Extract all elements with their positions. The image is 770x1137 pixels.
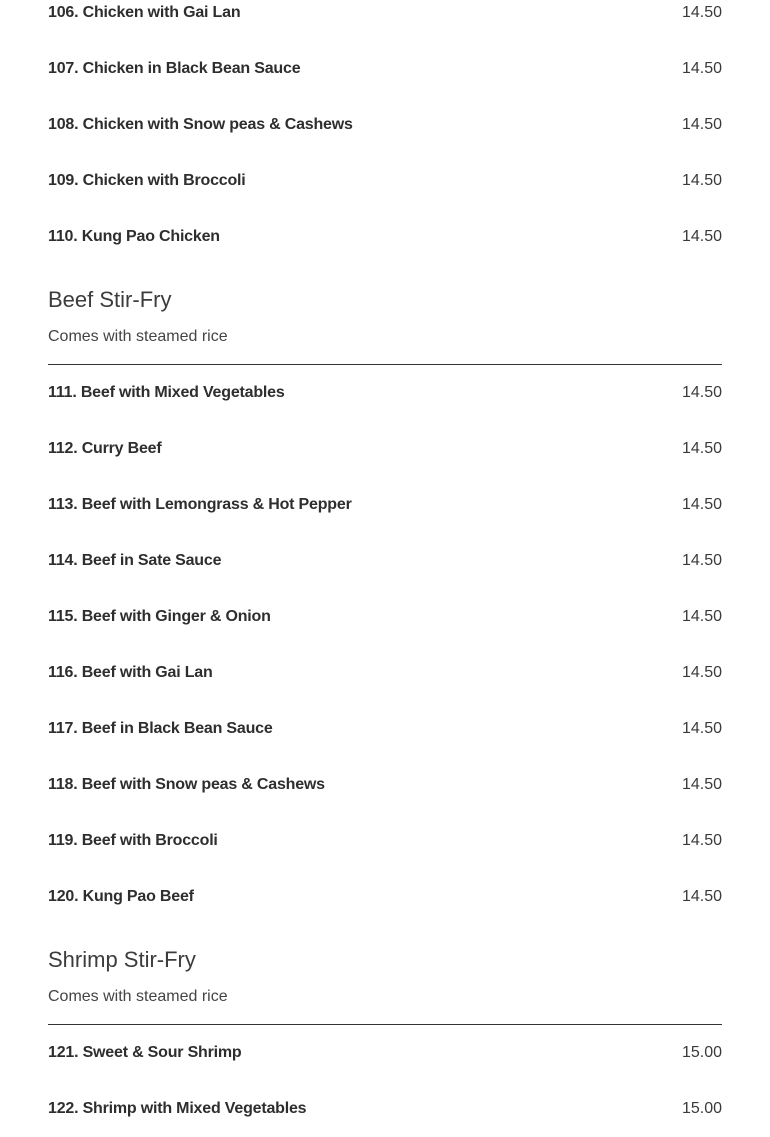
menu-item-price: 14.50 bbox=[681, 116, 722, 133]
menu-item-name: 106. Chicken with Gai Lan bbox=[48, 4, 241, 21]
menu-item-price: 14.50 bbox=[681, 552, 722, 569]
menu-item-price: 14.50 bbox=[681, 608, 722, 625]
menu-item-price: 14.50 bbox=[681, 384, 722, 401]
section-shrimp bbox=[48, 925, 722, 1025]
section-description: Comes with steamed rice bbox=[48, 328, 228, 345]
menu-item-name: 117. Beef in Black Bean Sauce bbox=[48, 720, 273, 737]
menu-item-name: 109. Chicken with Broccoli bbox=[48, 172, 246, 189]
menu-item-name: 116. Beef with Gai Lan bbox=[48, 664, 213, 681]
menu-item-price: 14.50 bbox=[681, 664, 722, 681]
menu-item bbox=[48, 41, 722, 97]
menu-item bbox=[48, 477, 722, 533]
menu-item-name: 113. Beef with Lemongrass & Hot Pepper bbox=[48, 496, 352, 513]
menu-item-name: 110. Kung Pao Chicken bbox=[48, 228, 220, 245]
menu-item-name: 114. Beef in Sate Sauce bbox=[48, 552, 222, 569]
section-description: Comes with steamed rice bbox=[48, 988, 228, 1005]
menu-item bbox=[48, 869, 722, 925]
menu-item-price: 15.00 bbox=[681, 1044, 722, 1061]
menu-item-name: 115. Beef with Ginger & Onion bbox=[48, 608, 271, 625]
section-beef bbox=[48, 265, 722, 365]
menu-item bbox=[48, 153, 722, 209]
section-title: Beef Stir-Fry bbox=[48, 287, 172, 312]
menu-item-name: 111. Beef with Mixed Vegetables bbox=[48, 384, 285, 401]
menu-item-price: 14.50 bbox=[681, 60, 722, 77]
menu-item-name: 108. Chicken with Snow peas & Cashews bbox=[48, 116, 353, 133]
menu-item bbox=[48, 813, 722, 869]
menu-item-price: 14.50 bbox=[681, 440, 722, 457]
menu-item-price: 14.50 bbox=[681, 720, 722, 737]
menu-item-price: 14.50 bbox=[681, 832, 722, 849]
menu-item bbox=[48, 645, 722, 701]
menu-item-price: 15.00 bbox=[681, 1100, 722, 1117]
menu-item bbox=[48, 0, 722, 41]
menu-item-name: 121. Sweet & Sour Shrimp bbox=[48, 1044, 242, 1061]
menu-item-price: 14.50 bbox=[681, 888, 722, 905]
menu-item-price: 14.50 bbox=[681, 776, 722, 793]
menu-item bbox=[48, 209, 722, 265]
menu-item bbox=[48, 757, 722, 813]
menu-item-price: 14.50 bbox=[681, 496, 722, 513]
menu-item-price: 14.50 bbox=[681, 172, 722, 189]
menu-item bbox=[48, 1025, 722, 1081]
menu-item bbox=[48, 589, 722, 645]
menu-item bbox=[48, 701, 722, 757]
menu-item-name: 118. Beef with Snow peas & Cashews bbox=[48, 776, 325, 793]
menu-item bbox=[48, 421, 722, 477]
menu-item bbox=[48, 1081, 722, 1137]
menu-item-name: 107. Chicken in Black Bean Sauce bbox=[48, 60, 301, 77]
menu-item bbox=[48, 533, 722, 589]
menu-item-name: 120. Kung Pao Beef bbox=[48, 888, 194, 905]
section-title: Shrimp Stir-Fry bbox=[48, 947, 196, 972]
menu-item bbox=[48, 365, 722, 421]
menu-item-name: 112. Curry Beef bbox=[48, 440, 162, 457]
menu-item-name: 119. Beef with Broccoli bbox=[48, 832, 218, 849]
menu-item-price: 14.50 bbox=[681, 228, 722, 245]
menu-list bbox=[48, 0, 722, 1137]
menu-item bbox=[48, 97, 722, 153]
menu-item-name: 122. Shrimp with Mixed Vegetables bbox=[48, 1100, 307, 1117]
menu-item-price: 14.50 bbox=[681, 4, 722, 21]
